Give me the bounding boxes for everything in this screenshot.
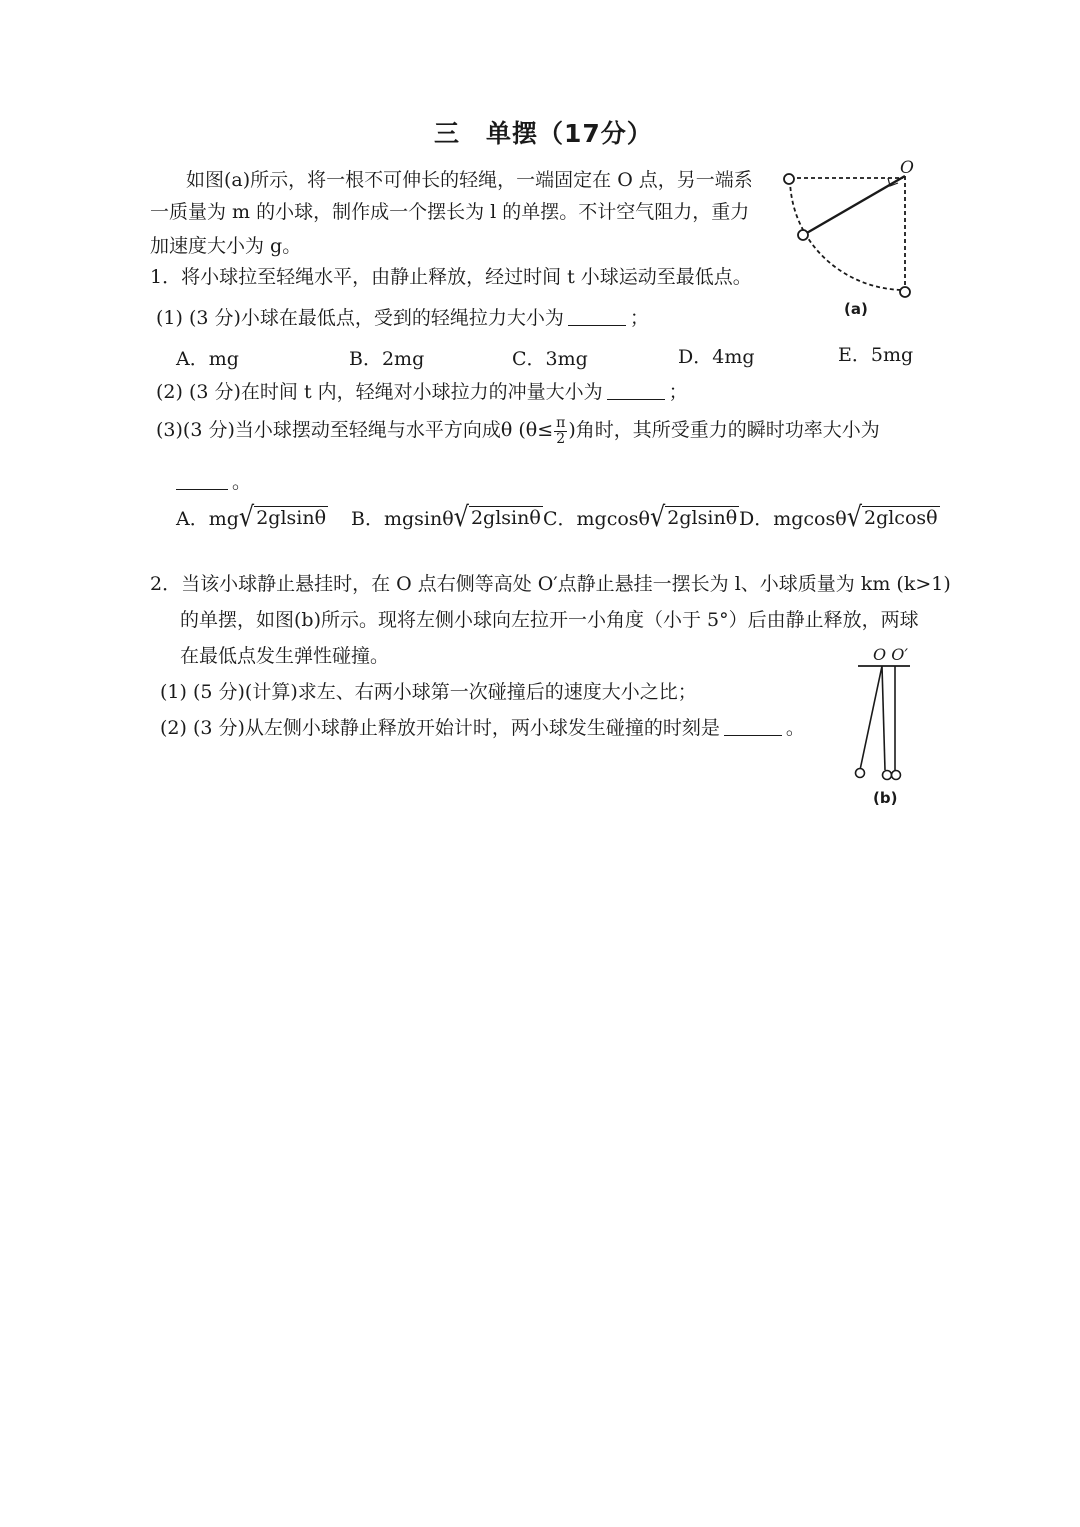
q1-sub1-option-b[interactable]: B．2mg — [349, 348, 425, 370]
q1-sub1-prompt: (1) (3 分)小球在最低点，受到的轻绳拉力大小为 — [156, 307, 564, 329]
answer-blank[interactable] — [607, 399, 665, 400]
q2-sub2-prompt: (2) (3 分)从左侧小球静止释放开始计时，两小球发生碰撞的时刻是 — [160, 717, 720, 739]
q1-sub3-option-a[interactable] — [176, 500, 328, 533]
left-ball-displaced — [856, 769, 865, 778]
sqrt-expression — [650, 500, 739, 533]
sqrt-expression — [453, 500, 543, 533]
q1-sub2-prompt: (2) (3 分)在时间 t 内，轻绳对小球拉力的冲量大小为 — [156, 381, 603, 403]
option-prefix: D．mgcosθ — [739, 508, 847, 530]
q1-sub3-option-d[interactable] — [739, 500, 940, 533]
radical-sign: √ — [238, 500, 255, 533]
q1-sub3-prompt-b: )角时，其所受重力的瞬时功率大小为 — [568, 419, 880, 442]
intro-line-3: 加速度大小为 g。 — [150, 235, 302, 257]
figure-a-point-o: O — [900, 158, 914, 178]
q1-sub3-option-c[interactable] — [543, 500, 739, 533]
intro-line-1: 如图(a)所示，将一根不可伸长的轻绳，一端固定在 O 点，另一端系 — [186, 169, 753, 191]
sqrt-expression — [846, 500, 940, 533]
q2-sub2-end: 。 — [785, 717, 805, 739]
radicand: 2glcosθ — [863, 506, 938, 529]
left-pendulum-rope-rest — [882, 666, 885, 770]
q1-sub1-option-e[interactable]: E．5mg — [838, 344, 914, 366]
q2-stem-3: 在最低点发生弹性碰撞。 — [180, 645, 390, 667]
answer-blank[interactable] — [176, 489, 228, 490]
q1-stem: 1．将小球拉至轻绳水平，由静止释放，经过时间 t 小球运动至最低点。 — [150, 266, 752, 288]
q1-sub1-end: ； — [629, 307, 649, 329]
option-prefix: A．mg — [176, 508, 239, 530]
figure-a-caption: (a) — [844, 300, 868, 318]
ball-lowest-position — [900, 287, 910, 297]
radicand: 2glsinθ — [470, 506, 541, 529]
figure-b-points: O O′ — [873, 645, 908, 664]
left-pendulum-rope-displaced — [860, 666, 882, 770]
left-ball-rest — [883, 771, 892, 780]
q1-sub1-option-d[interactable]: D．4mg — [678, 346, 755, 368]
q1-sub3 — [156, 416, 880, 446]
radicand: 2glsinθ — [256, 506, 327, 529]
intro-line-2: 一质量为 m 的小球，制作成一个摆长为 l 的单摆。不计空气阻力，重力 — [150, 201, 750, 223]
option-prefix: C．mgcosθ — [543, 508, 650, 530]
fraction-denominator: 2 — [556, 430, 566, 447]
pi-over-two-fraction — [554, 416, 567, 446]
fraction-numerator: π — [556, 415, 566, 431]
q2-stem-1: 2．当该小球静止悬挂时，在 O 点右侧等高处 O′点静止悬挂一摆长为 l、小球质量为 km (k>1) — [150, 573, 951, 595]
radical-sign: √ — [846, 500, 862, 533]
radical-sign: √ — [650, 500, 666, 533]
q1-sub1-option-a[interactable]: A．mg — [176, 348, 239, 370]
radicand: 2glsinθ — [667, 506, 738, 529]
q1-sub3-prompt-a: (3)(3 分)当小球摆动至轻绳与水平方向成θ (θ≤ — [156, 419, 554, 442]
option-prefix: B．mgsinθ — [351, 508, 454, 530]
answer-blank[interactable] — [724, 735, 782, 736]
q1-sub2 — [156, 383, 688, 402]
q1-sub2-end: ； — [668, 381, 688, 403]
q1-sub3-option-b[interactable] — [351, 500, 543, 533]
sqrt-expression — [238, 500, 328, 533]
ball-mid-position — [798, 230, 808, 240]
q2-sub2 — [160, 719, 805, 738]
radical-sign: √ — [453, 500, 469, 533]
answer-blank[interactable] — [568, 325, 626, 326]
section-title: 三 单摆（17分） — [434, 119, 653, 148]
right-ball — [892, 771, 901, 780]
q1-sub3-answer-line — [176, 473, 251, 492]
q2-stem-2: 的单摆，如图(b)所示。现将左侧小球向左拉开一小角度（小于 5°）后由静止释放，两球 — [180, 609, 919, 631]
q2-sub1: (1) (5 分)(计算)求左、右两小球第一次碰撞后的速度大小之比； — [160, 681, 697, 703]
ball-start-position — [784, 174, 794, 184]
q1-sub1-option-c[interactable]: C．3mg — [512, 348, 588, 370]
q1-sub3-end: 。 — [232, 471, 252, 493]
figure-b-double-pendulum-diagram — [848, 658, 918, 783]
q1-sub1 — [156, 309, 649, 328]
figure-b-caption: (b) — [873, 789, 898, 807]
